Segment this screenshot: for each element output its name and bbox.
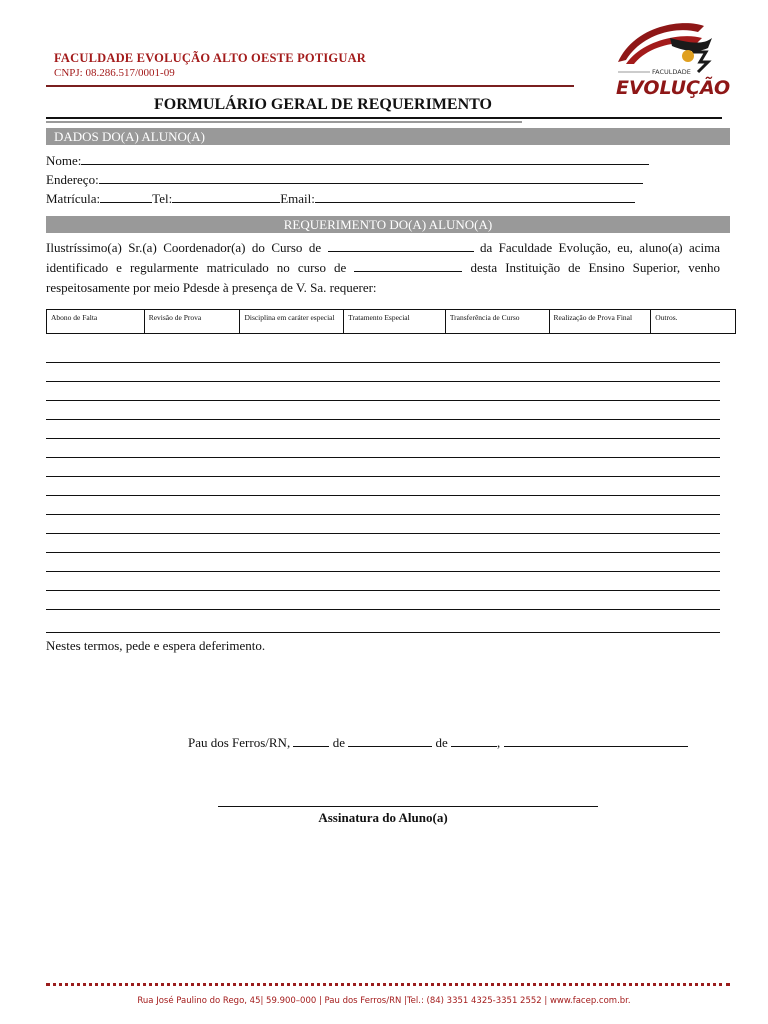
writing-line[interactable] <box>46 457 720 458</box>
faculdade-evolucao-logo <box>612 16 731 100</box>
writing-line[interactable] <box>46 400 720 401</box>
de-label-1: de <box>332 735 345 750</box>
place-label: Pau dos Ferros/RN, <box>188 735 291 750</box>
day-field[interactable] <box>293 734 329 747</box>
signature-label: Assinatura do Aluno(a) <box>318 810 448 825</box>
writing-line[interactable] <box>46 514 720 515</box>
writing-line[interactable] <box>46 476 720 477</box>
option-transferencia-de-curso[interactable]: Transferência de Curso <box>446 310 550 333</box>
request-text-2: da Faculdade Evolução, eu, aluno(a) acima identificado e regularmente matriculado no curso de <box>46 240 721 275</box>
name-row <box>46 152 649 169</box>
writing-line[interactable] <box>46 590 720 591</box>
address-field[interactable] <box>99 171 643 184</box>
writing-line[interactable] <box>46 362 720 363</box>
institution-name: FACULDADE EVOLUÇÃO ALTO OESTE POTIGUAR <box>54 51 367 65</box>
email-field[interactable] <box>315 190 635 203</box>
request-section-heading: REQUERIMENTO DO(A) ALUNO(A) <box>46 216 730 233</box>
request-paragraph <box>46 238 720 298</box>
writing-line[interactable] <box>46 609 720 610</box>
request-text-3: desta Instituição de Ensino Superior, venho respeitosamente por meio Pdesde à presença de V. Sa. requerer: <box>46 260 720 295</box>
option-abono-de-falta[interactable]: Abono de Falta <box>47 310 145 333</box>
name-field[interactable] <box>81 152 649 165</box>
enrollment-label: Matrícula: <box>46 191 101 206</box>
course-coordinator-field[interactable] <box>328 238 474 252</box>
title-subdivider <box>46 121 522 123</box>
address-label: Endereço: <box>46 172 99 187</box>
writing-line[interactable] <box>46 419 720 420</box>
signature-line[interactable] <box>218 806 598 807</box>
header-divider <box>46 85 574 87</box>
writing-line[interactable] <box>46 381 720 382</box>
address-row <box>46 171 643 188</box>
enrolled-course-field[interactable] <box>354 258 462 272</box>
writing-line[interactable] <box>46 533 720 534</box>
student-section-heading: DADOS DO(A) ALUNO(A) <box>46 128 730 145</box>
enrollment-field[interactable] <box>100 190 152 203</box>
closing-text: Nestes termos, pede e espera deferimento. <box>46 638 266 653</box>
institution-cnpj: CNPJ: 08.286.517/0001-09 <box>54 67 175 79</box>
year-field[interactable] <box>451 734 497 747</box>
request-text-1: Ilustríssimo(a) Sr.(a) Coordenador(a) do Curso de <box>46 240 322 255</box>
option-tratamento-especial[interactable]: Tratamento Especial <box>344 310 446 333</box>
footer-address: Rua José Paulino do Rego, 45| 59.900–000 | Pau dos Ferros/RN |Tel.: (84) 3351 4325-3351 2552 | www.facep.com.br. <box>137 996 631 1006</box>
writing-line[interactable] <box>46 552 720 553</box>
month-field[interactable] <box>348 734 432 747</box>
option-realizacao-prova-final[interactable]: Realização de Prova Final <box>550 310 652 333</box>
writing-line[interactable] <box>46 571 720 572</box>
contact-row <box>46 190 635 207</box>
footer-divider <box>46 983 730 986</box>
request-options-table <box>46 309 736 334</box>
de-label-2: de <box>435 735 448 750</box>
email-label: Email: <box>280 191 315 206</box>
extra-date-field[interactable] <box>504 734 688 747</box>
option-outros[interactable]: Outros. <box>655 313 678 322</box>
title-divider <box>46 117 722 119</box>
phone-label: Tel: <box>152 191 173 206</box>
phone-field[interactable] <box>172 190 280 203</box>
writing-line[interactable] <box>46 632 720 633</box>
place-date-row: Pau dos Ferros/RN, de de , <box>188 734 688 751</box>
name-label: Nome: <box>46 153 82 168</box>
option-revisao-de-prova[interactable]: Revisão de Prova <box>145 310 241 333</box>
option-disciplina-especial[interactable]: Disciplina em caráter especial <box>240 310 344 333</box>
logo-top-text: FACULDADE <box>652 68 691 76</box>
form-title: FORMULÁRIO GERAL DE REQUERIMENTO <box>154 96 492 113</box>
writing-line[interactable] <box>46 438 720 439</box>
logo-main-text: EVOLUÇÃO <box>616 77 731 99</box>
writing-line[interactable] <box>46 495 720 496</box>
